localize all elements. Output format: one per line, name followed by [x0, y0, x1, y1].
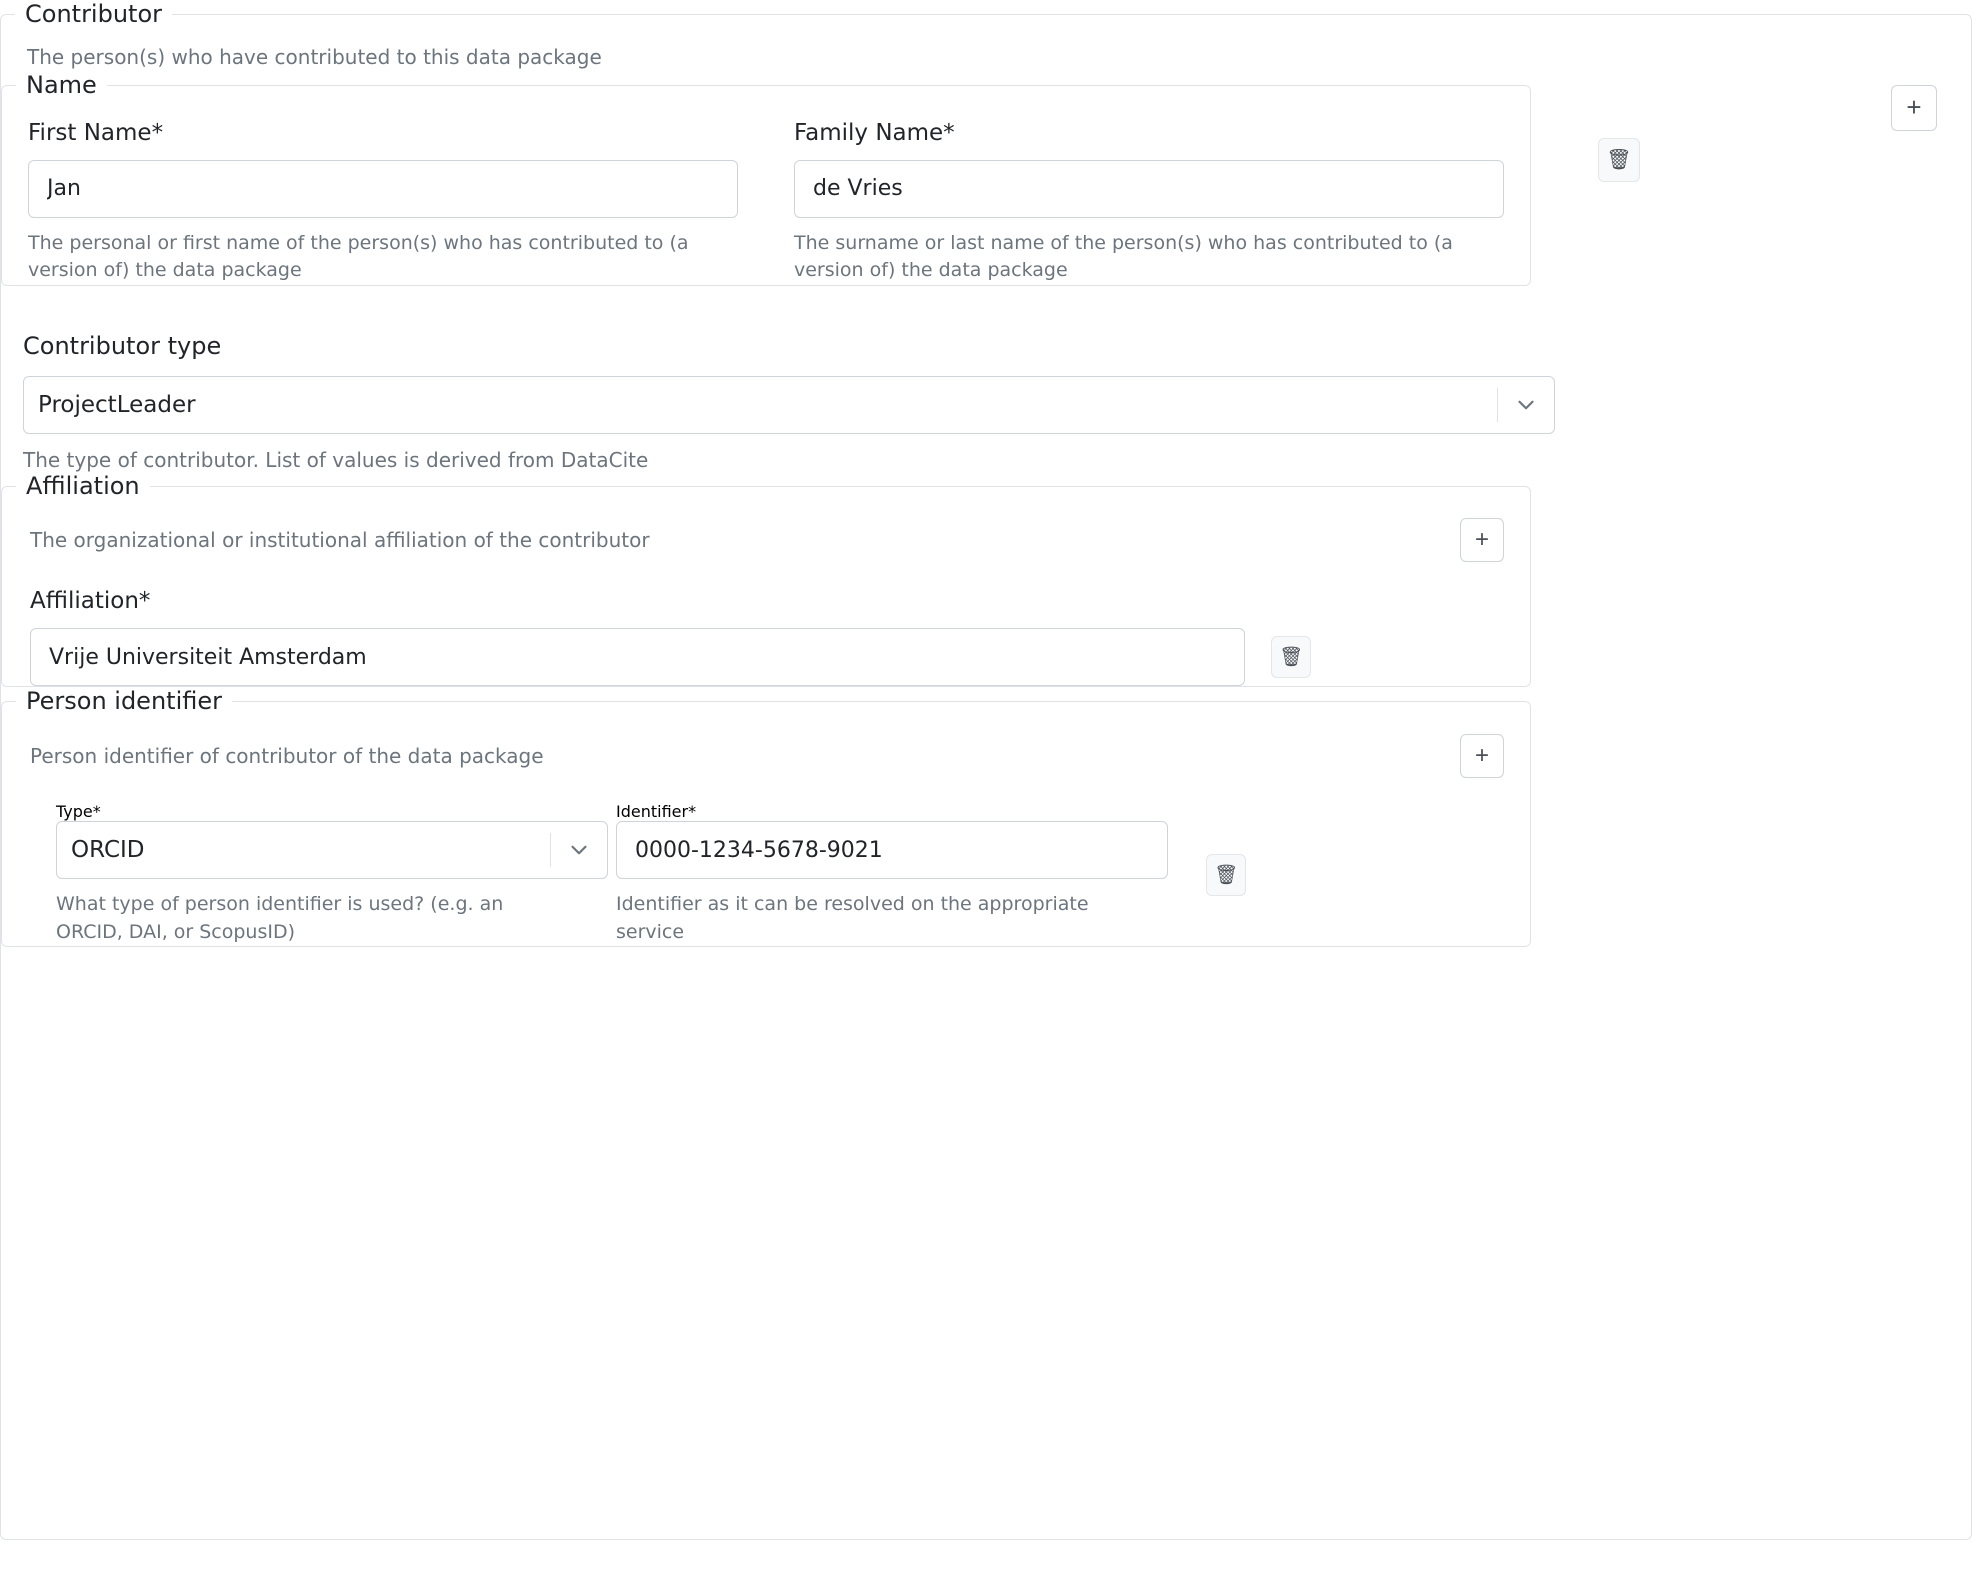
chevron-down-icon [551, 837, 607, 863]
family-name-field-group [794, 120, 1504, 285]
affiliation-header-row [2, 500, 1530, 562]
affiliation-legend: Affiliation [26, 471, 140, 500]
affiliation-description: The organizational or institutional affiliation of the contributor [30, 528, 650, 553]
family-name-input[interactable] [794, 160, 1504, 218]
contributor-type-label: Contributor type [23, 331, 222, 360]
affiliation-field-label: Affiliation* [30, 588, 151, 615]
identifier-input[interactable] [616, 821, 1168, 879]
first-name-field-group [28, 120, 738, 285]
person-identifier-fieldset [1, 687, 1531, 947]
identifier-label: Identifier* [616, 802, 697, 822]
contributor-type-group [23, 332, 1555, 472]
add-contributor-button[interactable]: + [1891, 85, 1937, 131]
name-fields-row [2, 100, 1530, 285]
first-name-input[interactable] [28, 160, 738, 218]
first-name-helper: The personal or first name of the person(s) who has contributed to (a version of) the data package [28, 231, 689, 282]
person-identifier-fields-row [2, 778, 1530, 946]
add-person-identifier-button[interactable]: + [1460, 734, 1504, 778]
delete-name-button[interactable]: 🗑 [1598, 138, 1640, 182]
person-identifier-header-row [2, 716, 1530, 778]
contributor-legend: Contributor [25, 0, 163, 28]
identifier-type-select[interactable] [56, 821, 608, 879]
identifier-value-group [616, 802, 1176, 946]
affiliation-input[interactable] [30, 628, 1245, 686]
delete-affiliation-button[interactable]: 🗑 [1271, 636, 1311, 678]
identifier-helper: Identifier as it can be resolved on the appropriate service [616, 893, 1089, 943]
person-identifier-legend: Person identifier [26, 687, 222, 716]
family-name-helper: The surname or last name of the person(s) who has contributed to (a version of) the data package [794, 231, 1453, 282]
affiliation-fieldset [1, 472, 1531, 688]
identifier-type-helper: What type of person identifier is used? (e.g. an ORCID, DAI, or ScopusID) [56, 893, 504, 943]
contributor-description: The person(s) who have contributed to this data package [27, 44, 602, 69]
identifier-type-value: ORCID [71, 837, 145, 864]
identifier-type-group [56, 802, 616, 946]
identifier-type-label: Type* [56, 802, 101, 822]
first-name-label: First Name* [28, 119, 164, 146]
family-name-label: Family Name* [794, 119, 955, 146]
name-fieldset [1, 70, 1632, 286]
name-legend: Name [26, 70, 97, 99]
contributor-type-value: ProjectLeader [38, 391, 196, 418]
contributor-type-select[interactable] [23, 376, 1555, 434]
chevron-down-icon [1498, 392, 1554, 418]
affiliation-input-row [2, 628, 1530, 686]
delete-person-identifier-button[interactable]: 🗑 [1206, 854, 1246, 896]
contributor-type-helper: The type of contributor. List of values is derived from DataCite [23, 447, 649, 472]
add-affiliation-button[interactable]: + [1460, 518, 1504, 562]
person-identifier-description: Person identifier of contributor of the data package [30, 744, 544, 769]
